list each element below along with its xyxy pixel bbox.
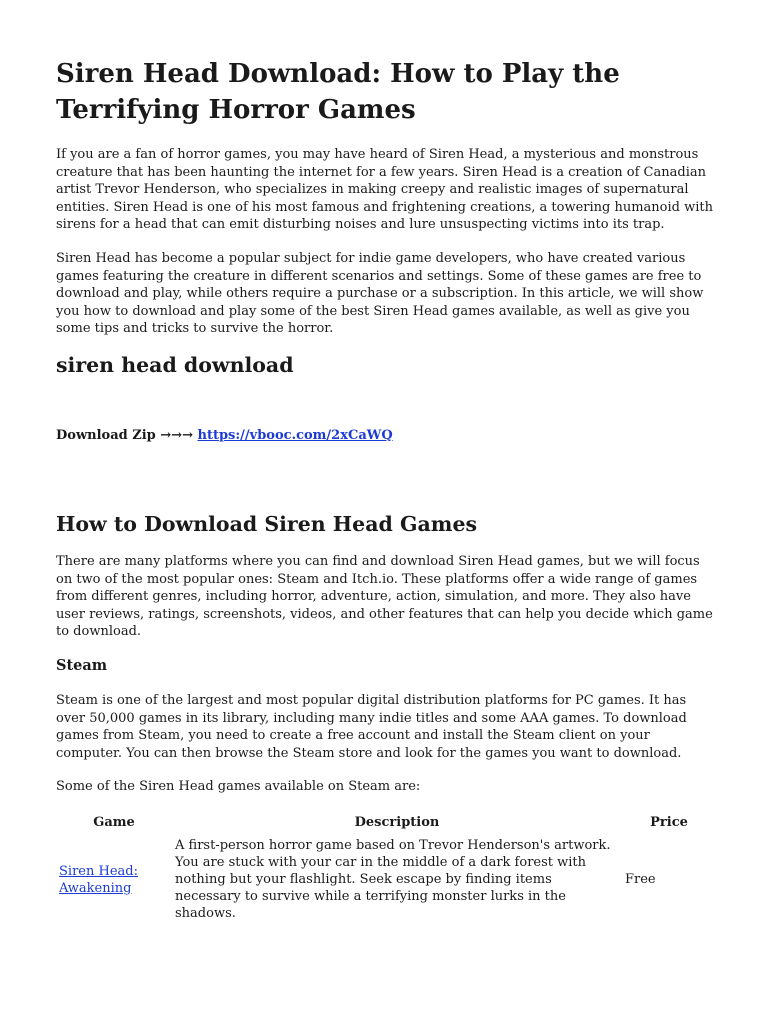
keyword-heading: siren head download (56, 353, 294, 377)
table-header-description: Description (354, 815, 440, 830)
table-header-price: Price (650, 815, 688, 830)
steam-list-intro: Some of the Siren Head games available on Steam are: (56, 779, 421, 794)
table-cell-price: Free (625, 872, 656, 887)
steam-paragraph: Steam is one of the largest and most popular digital distribution platforms for PC games. It has over 50,000 games in its library, including many indie titles and some AAA games. To download games from Steam, you need to create a free account and install the Steam client on your computer. You can then browse the Steam store and look for the games you want to download. (56, 693, 687, 761)
game-link-siren-head-awakening[interactable]: Siren Head: Awakening (59, 863, 138, 896)
download-link[interactable]: https://vbooc.com/2xCaWQ (197, 428, 393, 443)
steam-heading: Steam (56, 657, 108, 674)
table-cell-description: A first-person horror game based on Trevor Henderson's artwork. You are stuck with your car in the middle of a dark forest with nothing but your flashlight. Seek escape by finding items necessary to survive while a terrifying monster lurks in the shadows. (175, 838, 611, 921)
table-cell-game (56, 835, 172, 924)
intro-paragraph-2: Siren Head has become a popular subject for indie game developers, who have created various games featuring the creature in different scenarios and settings. Some of these games are free to download and play, while others require a purchase or a subscription. In this article, we will show you how to download and play some of the best Siren Head games available, as well as give you some tips and tricks to survive the horror. (56, 251, 704, 337)
download-label: Download Zip →→→ (56, 428, 193, 443)
section-heading: How to Download Siren Head Games (56, 512, 478, 536)
table-row (56, 835, 716, 924)
table-header-game: Game (93, 815, 135, 830)
intro-paragraph-1: If you are a fan of horror games, you may have heard of Siren Head, a mysterious and monstrous creature that has been haunting the internet for a few years. Siren Head is a creation of Canadian artist Trevor Henderson, who specializes in making creepy and realistic images of supernatural entities. Siren Head is one of his most famous and frightening creations, a towering humanoid with sirens for a head that can emit disturbing noises and lure unsuspecting victims into its trap. (56, 147, 713, 233)
download-line (56, 427, 393, 445)
table-header-row (56, 812, 716, 835)
steam-games-table (56, 812, 716, 924)
section-intro-paragraph: There are many platforms where you can find and download Siren Head games, but we will focus on two of the most popular ones: Steam and Itch.io. These platforms offer a wide range of games from different genres, including horror, adventure, action, simulation, and more. They also have user reviews, ratings, screenshots, videos, and other features that can help you decide which game to download. (56, 554, 713, 640)
article-title: Siren Head Download: How to Play the Terrifying Horror Games (56, 59, 620, 125)
